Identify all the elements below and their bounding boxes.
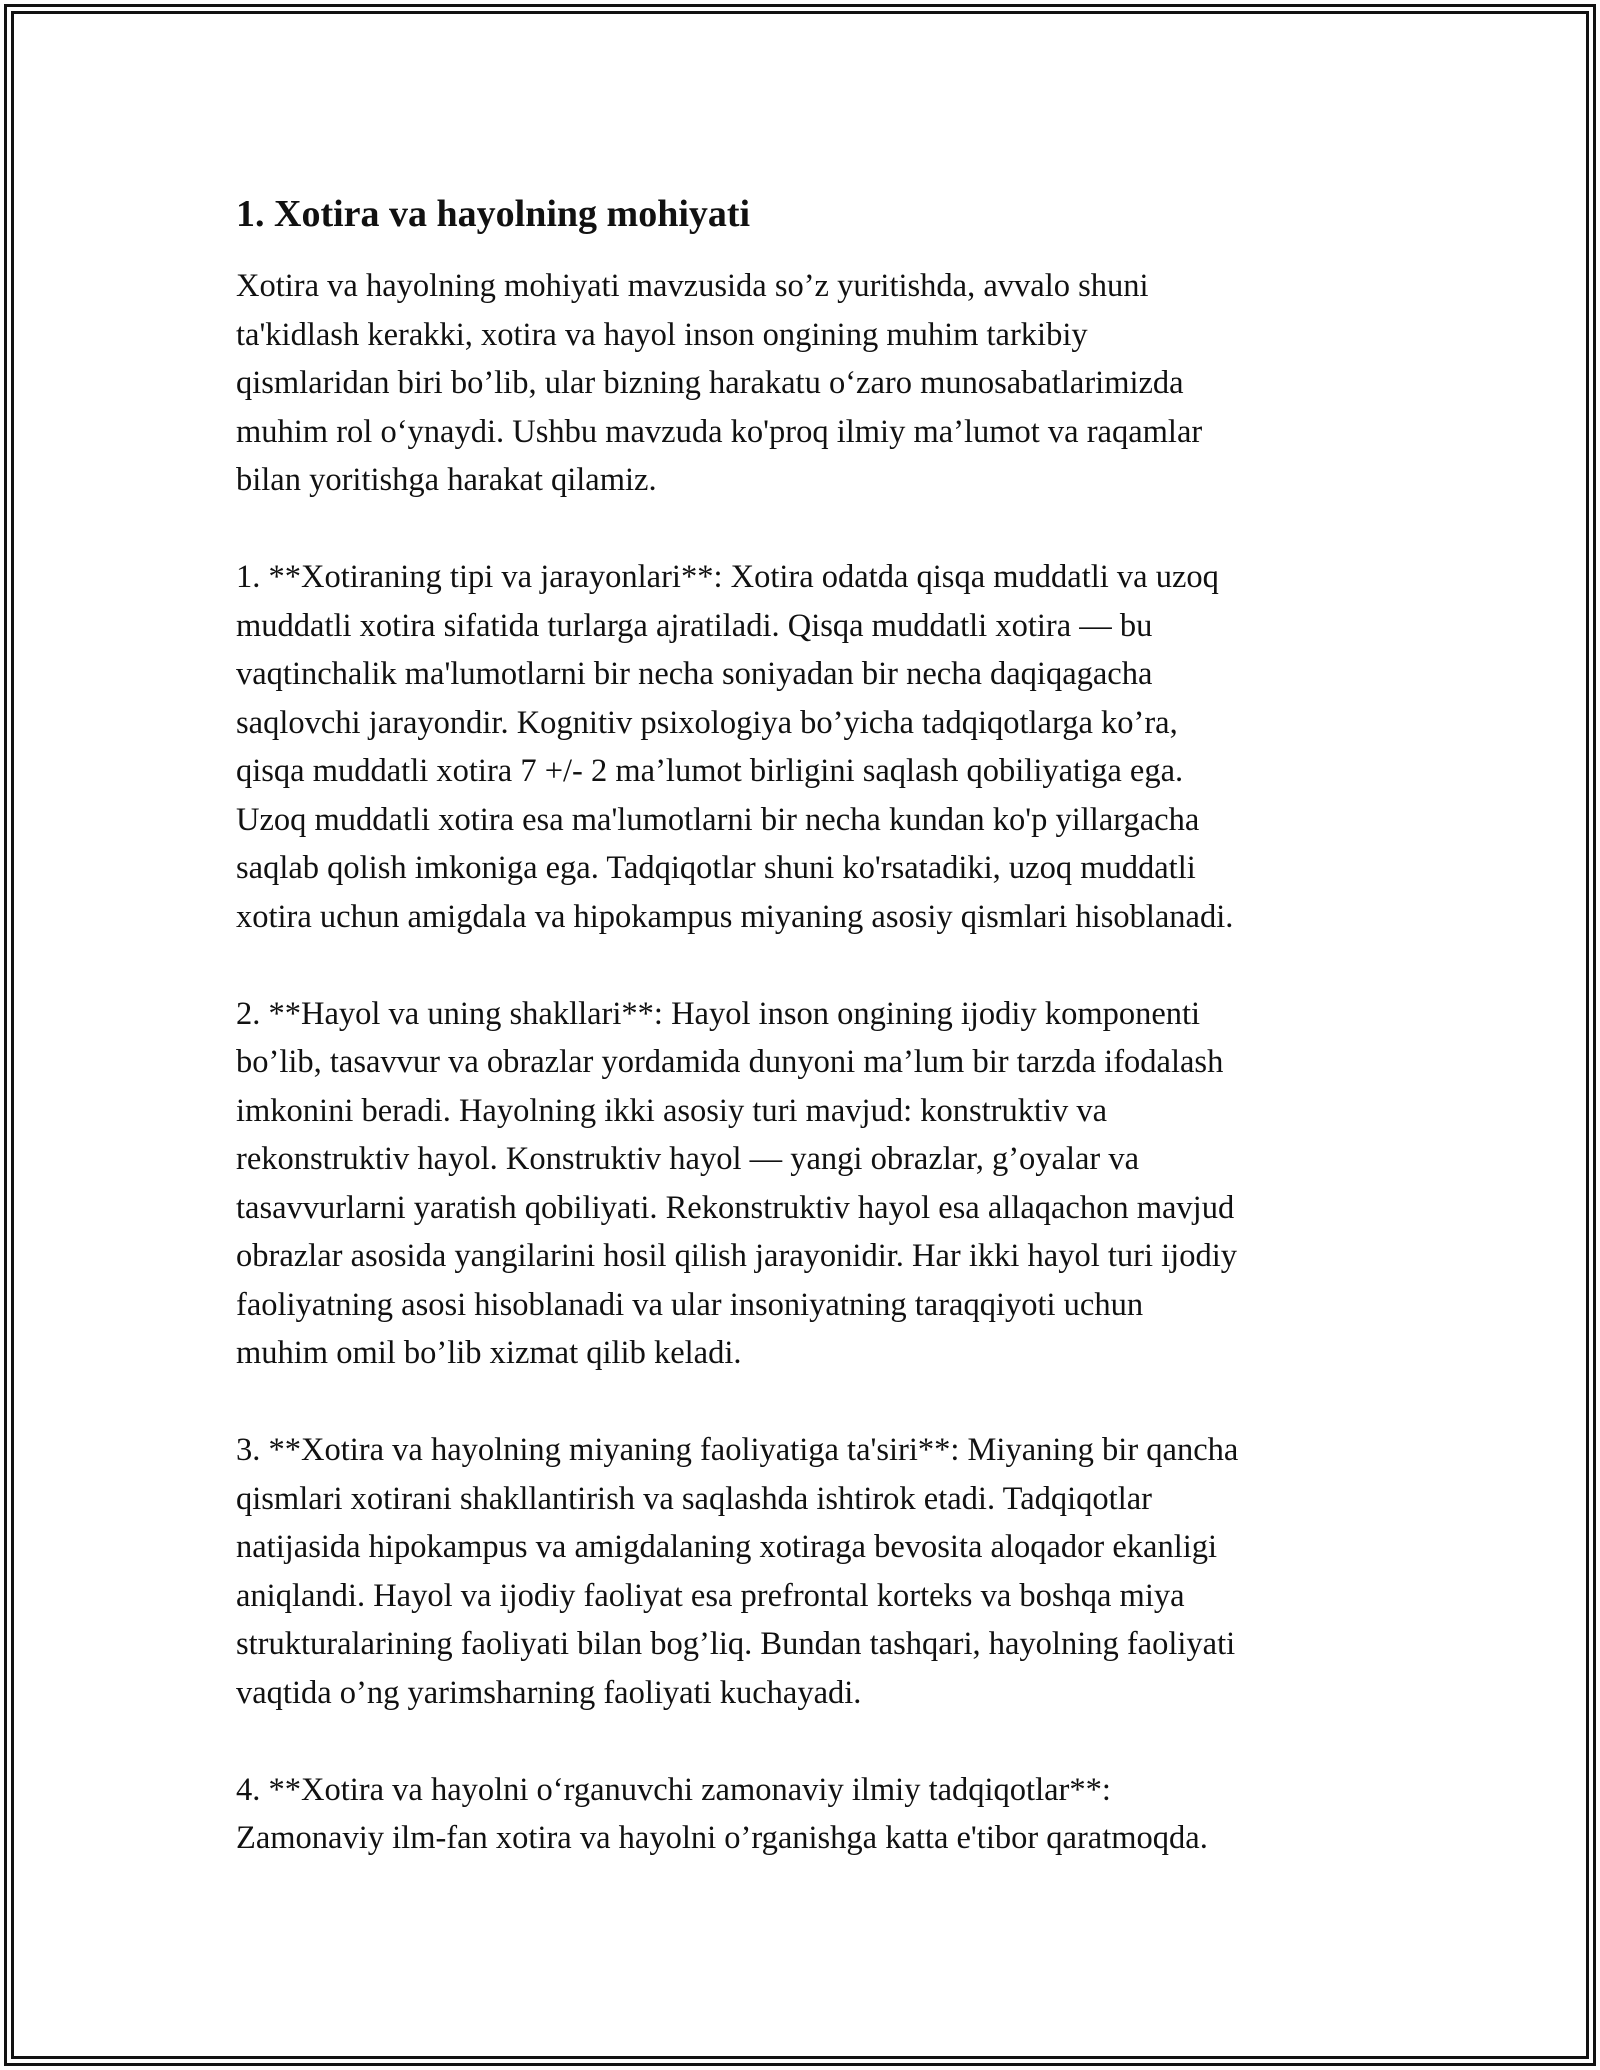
text-line: 4. **Xotira va hayolni o‘rganuvchi zamonaviy ilmiy tadqiqotlar**: [236, 1771, 1111, 1808]
text-line: 3. **Xotira va hayolning miyaning faoliyatiga ta'siri**: Miyaning bir qancha [236, 1432, 1239, 1468]
text-line: vaqtinchalik ma'lumotlarni bir necha soniyadan bir necha daqiqagacha [236, 656, 1153, 692]
text-line: Uzoq muddatli xotira esa ma'lumotlarni bir necha kundan ko'p yillargacha [236, 801, 1200, 838]
text-line: strukturalarining faoliyati bilan bog’liq. Bundan tashqari, hayolning faoliyati [236, 1626, 1236, 1662]
paragraph-item-4 [236, 1766, 1386, 1863]
paragraph-intro [236, 262, 1386, 505]
text-line: bo’lib, tasavvur va obrazlar yordamida dunyoni ma’lum bir tarzda ifodalash [236, 1044, 1224, 1080]
text-line: qismlaridan biri bo’lib, ular bizning harakatu o‘zaro munosabatlarimizda [236, 365, 1184, 401]
text-line: muhim rol o‘ynaydi. Ushbu mavzuda ko'proq ilmiy ma’lumot va raqamlar [236, 413, 1203, 450]
text-line: Xotira va hayolning mohiyati mavzusida so’z yuritishda, avvalo shuni [236, 268, 1149, 304]
text-line: qisqa muddatli xotira 7 +/- 2 ma’lumot birligini saqlash qobiliyatiga ega. [236, 753, 1184, 789]
text-line: ta'kidlash kerakki, xotira va hayol inson ongining muhim tarkibiy [236, 316, 1088, 353]
text-line: imkonini beradi. Hayolning ikki asosiy turi mavjud: konstruktiv va [236, 1092, 1108, 1129]
text-line: natijasida hipokampus va amigdalaning xotiraga bevosita aloqador ekanligi [236, 1529, 1218, 1565]
paragraph-item-2 [236, 990, 1386, 1378]
text-line: saqlovchi jarayondir. Kognitiv psixologiya bo’yicha tadqiqotlarga ko’ra, [236, 704, 1178, 741]
text-line: vaqtida o’ng yarimsharning faoliyati kuchayadi. [236, 1674, 862, 1711]
text-line: faoliyatning asosi hisoblanadi va ular insoniyatning taraqqiyoti uchun [236, 1286, 1144, 1323]
text-line: tasavvurlarni yaratish qobiliyati. Rekonstruktiv hayol esa allaqachon mavjud [236, 1189, 1235, 1226]
text-line: xotira uchun amigdala va hipokampus miyaning asosiy qismlari hisoblanadi. [236, 898, 1234, 935]
text-line: bilan yoritishga harakat qilamiz. [236, 462, 657, 498]
text-line: qismlari xotirani shakllantirish va saqlashda ishtirok etadi. Tadqiqotlar [236, 1480, 1152, 1517]
text-line: muhim omil bo’lib xizmat qilib keladi. [236, 1335, 742, 1371]
text-line: obrazlar asosida yangilarini hosil qilish jarayonidir. Har ikki hayol turi ijodiy [236, 1238, 1237, 1274]
text-line: 1. **Xotiraning tipi va jarayonlari**: Xotira odatda qisqa muddatli va uzoq [236, 559, 1219, 595]
paragraph-item-1 [236, 553, 1386, 941]
paragraph-item-3 [236, 1426, 1386, 1717]
text-line: muddatli xotira sifatida turlarga ajratiladi. Qisqa muddatli xotira — bu [236, 607, 1153, 644]
text-line: Zamonaviy ilm-fan xotira va hayolni o’rganishga katta e'tibor qaratmoqda. [236, 1820, 1208, 1856]
text-line: saqlab qolish imkoniga ega. Tadqiqotlar shuni ko'rsatadiki, uzoq muddatli [236, 850, 1196, 886]
section-heading: 1. Xotira va hayolning mohiyati [236, 193, 751, 235]
text-line: rekonstruktiv hayol. Konstruktiv hayol — yangi obrazlar, g’oyalar va [236, 1141, 1140, 1177]
text-line: aniqlandi. Hayol va ijodiy faoliyat esa prefrontal korteks va boshqa miya [236, 1577, 1185, 1614]
document-body [236, 190, 1386, 1863]
text-line: 2. **Hayol va uning shakllari**: Hayol inson ongining ijodiy komponenti [236, 995, 1201, 1032]
